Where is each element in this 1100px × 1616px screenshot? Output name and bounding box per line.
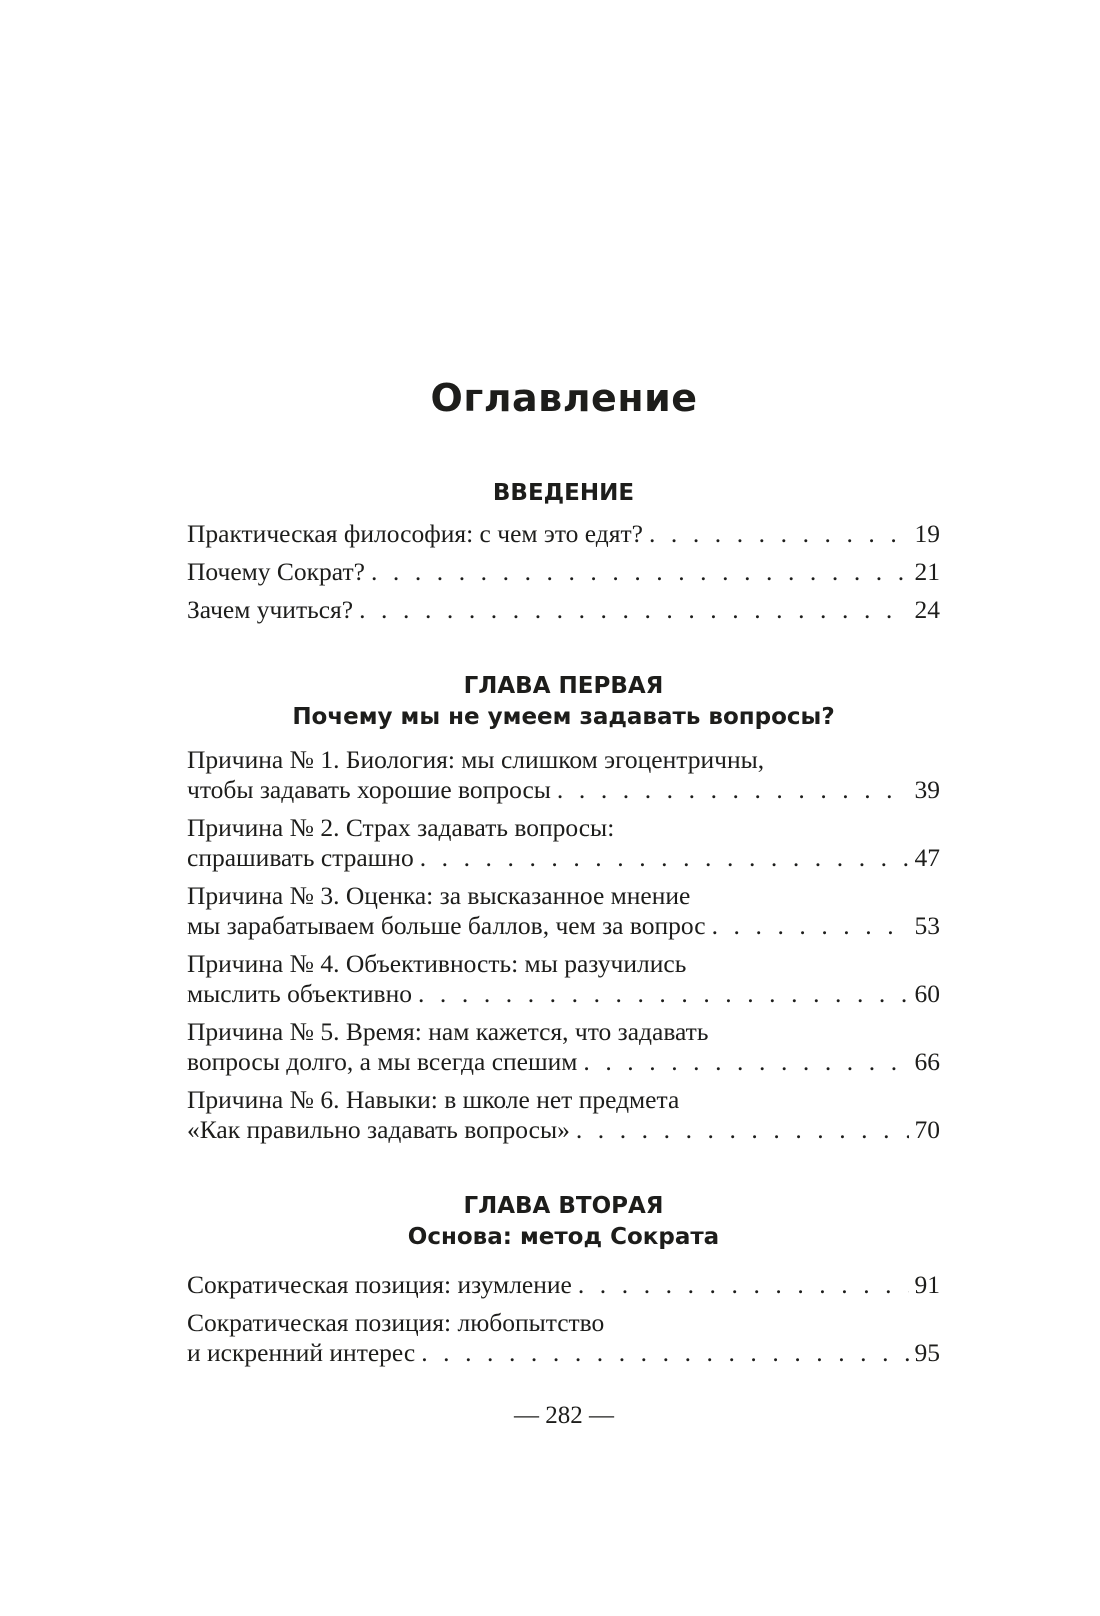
dot-leader: [418, 979, 909, 1009]
toc-entry-title-line1: Причина № 1. Биология: мы слишком эгоцентричны,: [187, 745, 765, 774]
toc-entry-title: вопросы долго, а мы всегда спешим: [187, 1047, 578, 1076]
toc-entry-title: мы зарабатываем больше баллов, чем за вопрос: [187, 911, 706, 940]
toc-entry-line: [187, 911, 940, 941]
toc-entry-page: 91: [914, 1270, 940, 1299]
section-heading: [187, 478, 940, 509]
page-title: Оглавление: [430, 376, 698, 420]
toc-entry[interactable]: [187, 557, 940, 587]
dot-leader: [420, 843, 909, 873]
toc-entry-line: [187, 519, 940, 549]
dot-leader: [583, 1047, 908, 1077]
dot-leader: [421, 1338, 908, 1368]
toc-entry[interactable]: [187, 1270, 940, 1300]
toc-section-chapter-one: [187, 671, 940, 1153]
toc-entry-line: [187, 1047, 940, 1077]
toc-entry-title: Сократическая позиция: изумление: [187, 1270, 572, 1299]
toc-entry-title-line1: Причина № 5. Время: нам кажется, что задавать: [187, 1017, 709, 1046]
section-label: ГЛАВА ВТОРАЯ: [463, 1193, 664, 1219]
toc-entry-page: 53: [914, 911, 940, 940]
toc-entry-title: мыслить объективно: [187, 979, 412, 1008]
section-label: ВВЕДЕНИЕ: [492, 480, 635, 506]
toc-entry[interactable]: [187, 1017, 940, 1077]
toc-entry-title-line1: Сократическая позиция: любопытство: [187, 1308, 605, 1337]
toc-entry-page: 24: [914, 595, 940, 624]
dot-leader: [578, 1270, 909, 1300]
toc-entries: [187, 519, 940, 625]
toc-entry-page: 60: [914, 979, 940, 1008]
dot-leader: [359, 595, 908, 625]
section-subtitle: Почему мы не умеем задавать вопросы?: [292, 704, 835, 730]
section-heading: [187, 1191, 940, 1253]
toc-entry-title: Зачем учиться?: [187, 595, 354, 624]
toc-entry[interactable]: [187, 745, 940, 805]
section-heading: [187, 671, 940, 733]
toc-entry[interactable]: [187, 881, 940, 941]
dot-leader: [371, 557, 909, 587]
section-label: ГЛАВА ПЕРВАЯ: [463, 673, 664, 699]
toc-entry-title: Почему Сократ?: [187, 557, 365, 586]
toc-entry-page: 21: [914, 557, 940, 586]
toc-entry-page: 39: [914, 775, 940, 804]
toc-entry-title: спрашивать страшно: [187, 843, 414, 872]
toc-entry-page: 66: [914, 1047, 940, 1076]
toc-entry-title-line1: Причина № 3. Оценка: за высказанное мнение: [187, 881, 691, 910]
dot-leader: [649, 519, 909, 549]
toc-entry-page: 19: [914, 519, 940, 548]
dot-leader: [712, 911, 909, 941]
toc-entry-line: [187, 843, 940, 873]
toc-entry-line: [187, 1338, 940, 1368]
toc-entry[interactable]: [187, 595, 940, 625]
toc-section-introduction: [187, 478, 940, 633]
toc-entry[interactable]: [187, 949, 940, 1009]
toc-entry[interactable]: [187, 813, 940, 873]
toc-entries: [187, 745, 940, 1145]
toc-entry[interactable]: [187, 1308, 940, 1368]
toc-entry-title-line1: Причина № 2. Страх задавать вопросы:: [187, 813, 615, 842]
dot-leader: [576, 1115, 909, 1145]
toc-entries: [187, 1270, 940, 1368]
toc-entry-page: 47: [914, 843, 940, 872]
toc-entry-title: и искренний интерес: [187, 1338, 416, 1367]
toc-entry-title: «Как правильно задавать вопросы»: [187, 1115, 570, 1144]
toc-entry-title-line1: Причина № 6. Навыки: в школе нет предмета: [187, 1085, 680, 1114]
toc-entry-page: 70: [914, 1115, 940, 1144]
toc-entry[interactable]: [187, 1085, 940, 1145]
toc-entry-title-line1: Причина № 4. Объективность: мы разучились: [187, 949, 687, 978]
toc-entry-line: [187, 1270, 940, 1300]
toc-entry-line: [187, 595, 940, 625]
toc-entry-line: [187, 979, 940, 1009]
toc-entry-page: 95: [914, 1338, 940, 1367]
toc-entry[interactable]: [187, 519, 940, 549]
section-subtitle: Основа: метод Сократа: [407, 1224, 720, 1250]
toc-entry-line: [187, 1115, 940, 1145]
page-number: — 282 —: [514, 1402, 614, 1429]
toc-entry-line: [187, 557, 940, 587]
toc-entry-title: Практическая философия: с чем это едят?: [187, 519, 643, 548]
toc-entry-line: [187, 775, 940, 805]
toc-entry-title: чтобы задавать хорошие вопросы: [187, 775, 551, 804]
dot-leader: [557, 775, 909, 805]
toc-section-chapter-two: [187, 1191, 940, 1376]
